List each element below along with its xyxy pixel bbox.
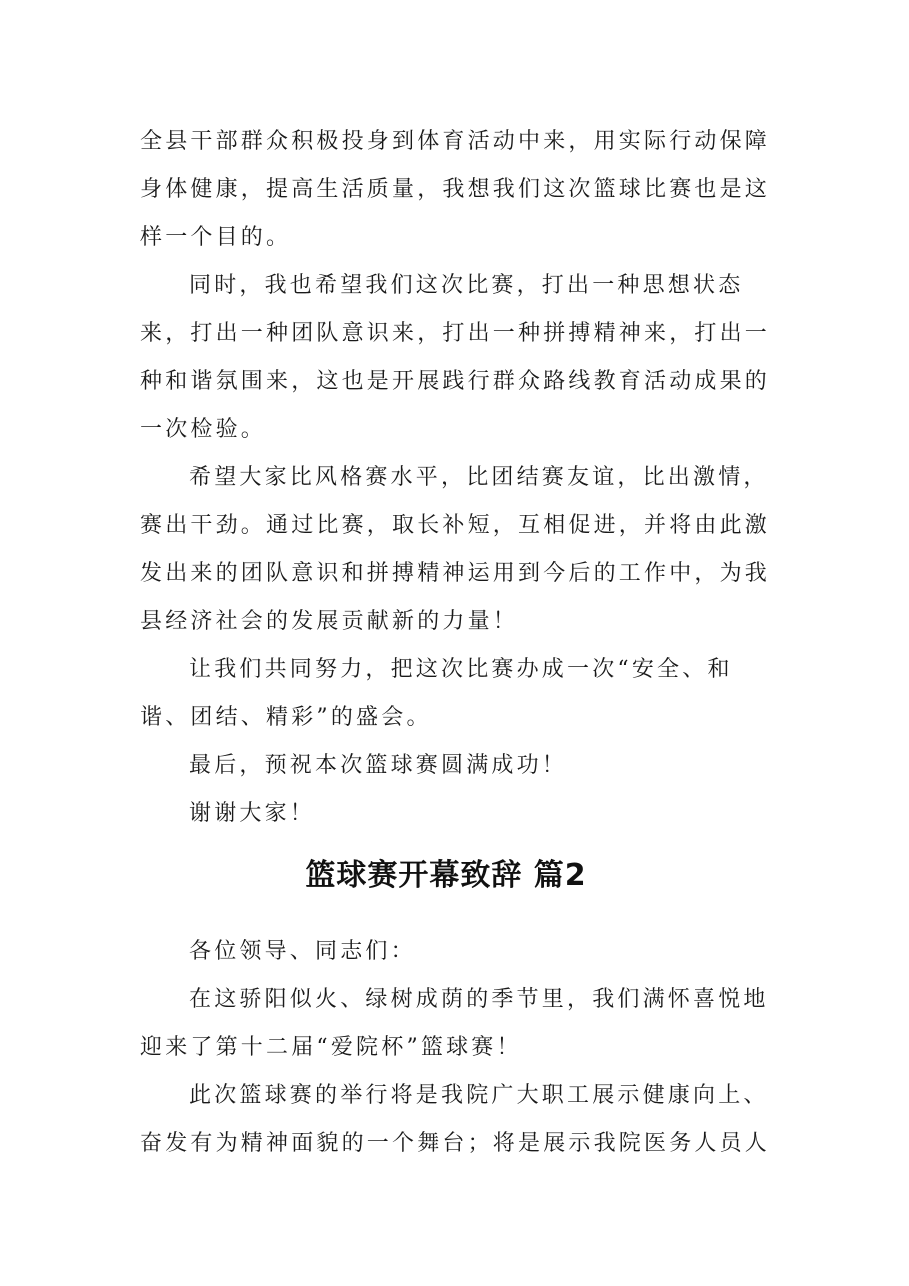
text-line: 让我们共同努力，把这次比赛办成一次“安全、和 <box>189 657 733 682</box>
text-line: 此次篮球赛的举行将是我院广大职工展示健康向上、 <box>189 1083 769 1108</box>
document-body <box>140 118 771 1168</box>
text-line: 最后，预祝本次篮球赛圆满成功！ <box>189 753 568 778</box>
text-line: 种和谐氛围来，这也是开展践行群众路线教育活动成果的 <box>140 369 771 394</box>
text-line: 奋发有为精神面貌的一个舞台；将是展示我院医务人员人 <box>140 1131 771 1156</box>
text-line: 谢谢大家！ <box>189 801 316 826</box>
text-line: 在这骄阳似火、绿树成荫的季节里，我们满怀喜悦地 <box>189 987 769 1012</box>
text-line: 来，打出一种团队意识来，打出一种拼搏精神来，打出一 <box>140 321 771 346</box>
text-line: 发出来的团队意识和拼搏精神运用到今后的工作中，为我 <box>140 561 771 586</box>
text-line: 希望大家比风格赛水平，比团结赛友谊，比出激情， <box>189 465 769 490</box>
text-line: 样一个目的。 <box>140 225 292 250</box>
speech-2-text <box>140 928 771 1168</box>
text-line: 迎来了第十二届“爱院杯”篮球赛！ <box>140 1035 522 1060</box>
text-line: 赛出干劲。通过比赛，取长补短，互相促进，并将由此激 <box>140 513 771 538</box>
text-line: 同时，我也希望我们这次比赛，打出一种思想状态 <box>189 273 744 298</box>
text-line: 各位领导、同志们： <box>189 939 416 964</box>
text-line: 县经济社会的发展贡献新的力量！ <box>140 609 519 634</box>
text-line: 全县干部群众积极投身到体育活动中来，用实际行动保障 <box>140 129 771 154</box>
section-heading: 篮球赛开幕致辞 篇2 <box>305 858 587 893</box>
text-line: 一次检验。 <box>140 417 267 442</box>
text-line: 身体健康，提高生活质量，我想我们这次篮球比赛也是这 <box>140 177 771 202</box>
text-line: 谐、团结、精彩”的盛会。 <box>140 705 432 730</box>
speech-1-text <box>140 118 771 838</box>
